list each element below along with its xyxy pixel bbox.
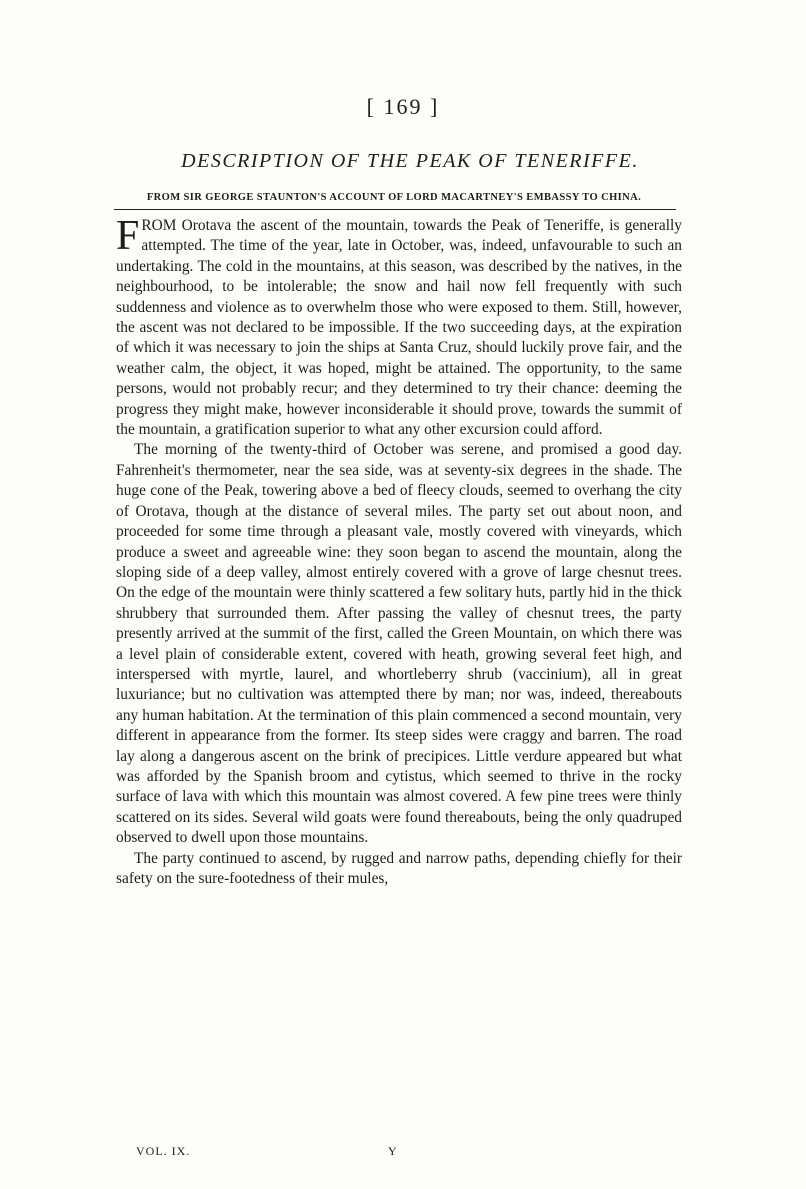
drop-cap: F	[116, 213, 140, 259]
paragraph-2: The morning of the twenty-third of October was serene, and promised a good day. Fahrenheit's thermometer, near the sea side, was at seventy-six degrees in the shade. The huge cone of the Peak, towering above a bed of fleecy clouds, seemed to overhang the city of Orotava, though at the distance of several miles. The party set out about noon, and proceeded for some time through a pleasant vale, mostly covered with vineyards, which produce a sweet and agreeable wine: they soon began to ascend the mountain, along the sloping side of a deep valley, almost entirely covered with a grove of large chesnut trees. On the edge of the mountain were thinly scattered a few solitary huts, partly hid in the thick shrubbery that surrounded them. After passing the valley of chesnut trees, the party presently arrived at the summit of the first, called the Green Mountain, on which there was a level plain of considerable extent, covered with heath, growing several feet high, and interspersed with myrtle, laurel, and whortleberry shrub (vaccinium), all in great luxuriance; but no cultivation was attempted there by man; nor was, indeed, thereabouts any human habitation. At the termination of this plain commenced a second mountain, very different in appearance from the former. Its steep sides were craggy and barren. The road lay along a dangerous ascent on the brink of precipices. Little verdure appeared but what was afforded by the Spanish broom and cytistus, which seemed to thrive in the rocky surface of lava with which this mountain was almost covered. A few pine trees were thinly scattered on its sides. Several wild goats were found thereabouts, being the only quadruped observed to dwell upon those mountains.	[116, 441, 682, 847]
article-title: DESCRIPTION OF THE PEAK OF TENERIFFE.	[181, 150, 639, 172]
title-rule	[114, 209, 676, 210]
paragraph-1-text: ROM Orotava the ascent of the mountain, towards the Peak of Teneriffe, is generally attempted. The time of the year, late in October, was, indeed, unfavourable to such an undertaking. The cold in the mountains, at this season, was described by the natives, in the neighbourhood, to be intolerable; the snow and hail now fell frequently with such suddenness and violence as to overwhelm those who were exposed to them. Still, however, the ascent was not declared to be impossible. If the two succeeding days, at the expiration of which it was necessary to join the ships at Santa Cruz, should luckily prove fair, and the weather calm, the object, it was hoped, might be attained. The opportunity, to the same persons, would not probably recur; and they determined to try their chance: deeming the progress they might make, however inconsiderable it should prove, towards the summit of the mountain, a gratification superior to what any other excursion could afford.	[116, 217, 682, 439]
paragraph-3: The party continued to ascend, by rugged and narrow paths, depending chiefly for their safety on the sure-footedness of their mules,	[116, 849, 682, 887]
article-body	[116, 213, 682, 889]
volume-label: VOL. IX.	[136, 1144, 191, 1158]
page-number: [ 169 ]	[366, 94, 440, 119]
paragraph-1	[116, 213, 682, 440]
signature-mark: Y	[388, 1144, 398, 1158]
source-attribution: FROM SIR GEORGE STAUNTON'S ACCOUNT OF LORD MACARTNEY'S EMBASSY TO CHINA.	[146, 192, 642, 203]
